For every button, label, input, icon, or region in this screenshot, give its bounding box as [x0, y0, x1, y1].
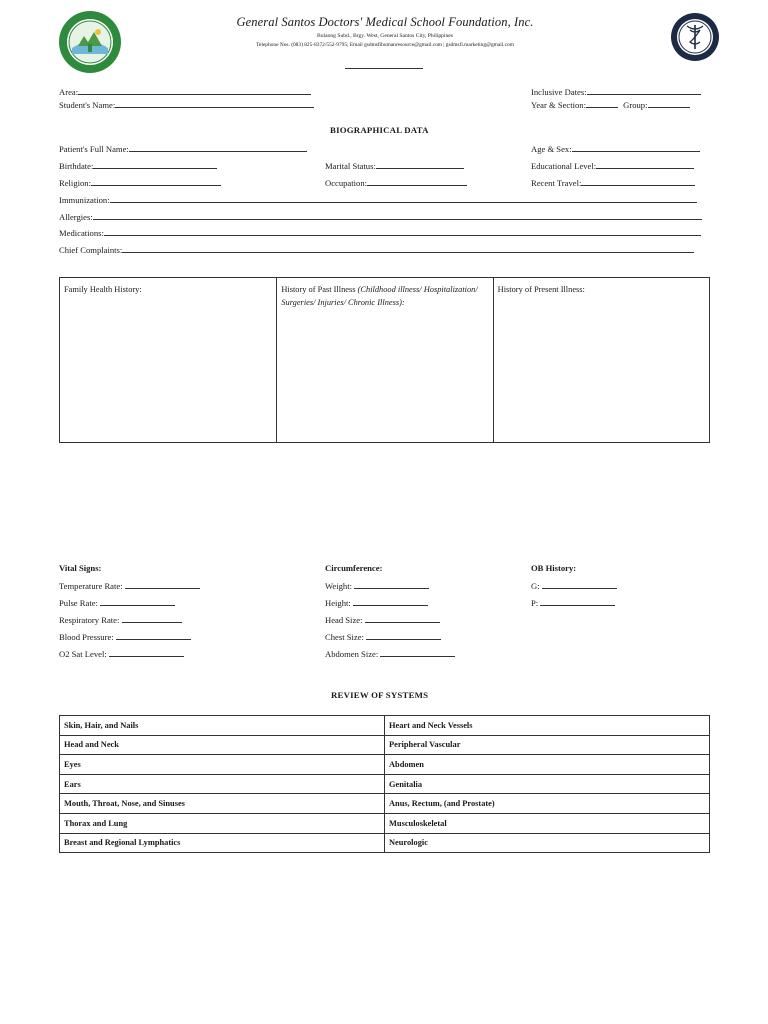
table-row — [60, 774, 710, 794]
ros-cell[interactable]: Thorax and Lung — [60, 813, 385, 833]
religion-field[interactable] — [59, 177, 221, 188]
ros-cell[interactable]: Musculoskeletal — [385, 813, 710, 833]
ros-cell[interactable]: Peripheral Vascular — [385, 735, 710, 755]
educational-level-field[interactable] — [531, 160, 694, 171]
table-row — [60, 794, 710, 814]
medications-line[interactable] — [104, 227, 701, 236]
table-row — [60, 833, 710, 853]
o2-sat-line[interactable] — [109, 648, 184, 657]
patient-name-label: Patient's Full Name: — [59, 144, 129, 154]
age-sex-field[interactable] — [531, 143, 700, 154]
ros-cell[interactable]: Neurologic — [385, 833, 710, 853]
ob-p-line[interactable] — [540, 597, 615, 606]
year-section-label: Year & Section: — [531, 100, 586, 110]
family-health-history-label: Family Health History: — [64, 285, 142, 294]
chest-size-line[interactable] — [366, 631, 441, 640]
family-health-history-box[interactable] — [60, 278, 276, 442]
inclusive-dates-field[interactable] — [531, 86, 701, 97]
past-illness-note: (Childhood illness/ Hospitalization/ Surgeries/ Injuries/ Chronic Illness): — [281, 285, 478, 307]
table-row — [60, 813, 710, 833]
past-illness-history-box[interactable] — [276, 278, 492, 442]
o2-sat-label: O2 Sat Level: — [59, 649, 107, 659]
height-field[interactable] — [325, 597, 428, 608]
temperature-line[interactable] — [125, 580, 200, 589]
recent-travel-field[interactable] — [531, 177, 695, 188]
ros-cell[interactable]: Mouth, Throat, Nose, and Sinuses — [60, 794, 385, 814]
header-divider — [345, 68, 423, 69]
marital-status-line[interactable] — [376, 160, 464, 169]
inclusive-dates-line[interactable] — [587, 86, 701, 95]
school-address: Bulaong Subd., Brgy. West, General Santos City, Philippines — [317, 33, 453, 39]
o2-sat-field[interactable] — [59, 648, 184, 659]
chest-size-field[interactable] — [325, 631, 441, 642]
recent-travel-label: Recent Travel: — [531, 178, 582, 188]
table-row — [60, 735, 710, 755]
immunization-line[interactable] — [110, 194, 697, 203]
occupation-field[interactable] — [325, 177, 467, 188]
blood-pressure-field[interactable] — [59, 631, 191, 642]
occupation-label: Occupation: — [325, 178, 367, 188]
history-boxes — [59, 277, 710, 443]
religion-label: Religion: — [59, 178, 91, 188]
area-label: Area: — [59, 87, 79, 97]
pulse-line[interactable] — [100, 597, 175, 606]
ros-cell[interactable]: Heart and Neck Vessels — [385, 716, 710, 736]
pulse-label: Pulse Rate: — [59, 598, 98, 608]
marital-status-field[interactable] — [325, 160, 464, 171]
weight-field[interactable] — [325, 580, 429, 591]
religion-line[interactable] — [91, 177, 221, 186]
review-of-systems-heading: REVIEW OF SYSTEMS — [331, 690, 429, 700]
group-label: Group: — [623, 100, 648, 110]
weight-line[interactable] — [354, 580, 429, 589]
head-size-field[interactable] — [325, 614, 440, 625]
blood-pressure-line[interactable] — [116, 631, 191, 640]
recent-travel-line[interactable] — [581, 177, 695, 186]
hospital-seal-logo — [670, 12, 720, 62]
ob-p-field[interactable] — [531, 597, 615, 608]
medications-label: Medications: — [59, 228, 104, 238]
marital-status-label: Marital Status: — [325, 161, 376, 171]
students-name-line[interactable] — [115, 99, 314, 108]
circumference-heading: Circumference: — [325, 563, 383, 573]
present-illness-label: History of Present Illness: — [497, 285, 585, 294]
head-size-line[interactable] — [365, 614, 440, 623]
chief-complaints-field[interactable] — [59, 244, 694, 255]
ros-cell[interactable]: Abdomen — [385, 755, 710, 775]
vital-signs-heading: Vital Signs: — [59, 563, 102, 573]
height-line[interactable] — [353, 597, 428, 606]
present-illness-history-box[interactable] — [493, 278, 709, 442]
birthdate-label: Birthdate: — [59, 161, 94, 171]
ros-cell[interactable]: Skin, Hair, and Nails — [60, 716, 385, 736]
review-of-systems-table — [59, 715, 710, 853]
educational-level-line[interactable] — [596, 160, 694, 169]
age-sex-label: Age & Sex: — [531, 144, 572, 154]
immunization-label: Immunization: — [59, 195, 110, 205]
ob-g-field[interactable] — [531, 580, 617, 591]
medications-field[interactable] — [59, 227, 701, 238]
abdomen-size-line[interactable] — [380, 648, 455, 657]
ob-history-heading: OB History: — [531, 563, 577, 573]
ros-cell[interactable]: Anus, Rectum, (and Prostate) — [385, 794, 710, 814]
inclusive-dates-label: Inclusive Dates: — [531, 87, 587, 97]
allergies-field[interactable] — [59, 211, 702, 222]
school-seal-logo — [58, 10, 122, 74]
ros-cell[interactable]: Genitalia — [385, 774, 710, 794]
height-label: Height: — [325, 598, 351, 608]
educational-level-label: Educational Level: — [531, 161, 597, 171]
year-section-field[interactable] — [531, 99, 690, 110]
table-row — [60, 755, 710, 775]
school-contact: Telephone Nos. (083) 825-8372/552-9795; Email gsdmsfihumanresource@gmail.com | gsdmsfi.marketing@gmail.com — [256, 42, 514, 48]
year-section-line[interactable] — [586, 99, 618, 108]
students-name-label: Student's Name: — [59, 100, 116, 110]
respiratory-field[interactable] — [59, 614, 182, 625]
past-illness-label: History of Past Illness — [281, 285, 356, 294]
weight-label: Weight: — [325, 581, 352, 591]
patient-name-field[interactable] — [59, 143, 307, 154]
allergies-label: Allergies: — [59, 212, 93, 222]
chief-complaints-label: Chief Complaints: — [59, 245, 123, 255]
area-line[interactable] — [78, 86, 311, 95]
chest-size-label: Chest Size: — [325, 632, 364, 642]
occupation-line[interactable] — [367, 177, 467, 186]
area-field[interactable] — [59, 86, 311, 97]
blood-pressure-label: Blood Pressure: — [59, 632, 114, 642]
ob-g-label: G: — [531, 581, 540, 591]
students-name-field[interactable] — [59, 99, 314, 110]
birthdate-field[interactable] — [59, 160, 217, 171]
ob-p-label: P: — [531, 598, 539, 608]
abdomen-size-label: Abdomen Size: — [325, 649, 379, 659]
abdomen-size-field[interactable] — [325, 648, 455, 659]
ros-cell[interactable]: Ears — [60, 774, 385, 794]
pulse-field[interactable] — [59, 597, 175, 608]
head-size-label: Head Size: — [325, 615, 363, 625]
ob-g-line[interactable] — [542, 580, 617, 589]
respiratory-line[interactable] — [122, 614, 182, 623]
patient-name-line[interactable] — [129, 143, 307, 152]
immunization-field[interactable] — [59, 194, 697, 205]
age-sex-line[interactable] — [572, 143, 700, 152]
respiratory-label: Respiratory Rate: — [59, 615, 120, 625]
table-row — [60, 716, 710, 736]
group-line[interactable] — [648, 99, 690, 108]
school-name: General Santos Doctors' Medical School Foundation, Inc. — [236, 15, 534, 29]
chief-complaints-line[interactable] — [122, 244, 694, 253]
ros-cell[interactable]: Head and Neck — [60, 735, 385, 755]
temperature-label: Temperature Rate: — [59, 581, 123, 591]
allergies-line[interactable] — [93, 211, 702, 220]
ros-cell[interactable]: Eyes — [60, 755, 385, 775]
birthdate-line[interactable] — [93, 160, 217, 169]
ros-cell[interactable]: Breast and Regional Lymphatics — [60, 833, 385, 853]
biographical-data-heading: BIOGRAPHICAL DATA — [330, 125, 429, 135]
temperature-field[interactable] — [59, 580, 200, 591]
